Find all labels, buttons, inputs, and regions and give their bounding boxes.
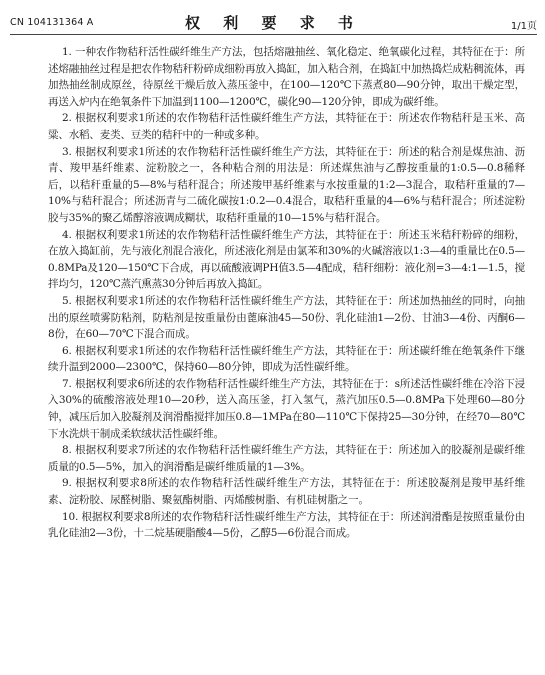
claim-9: 9. 根据权利要求8所述的农作物秸秆活性碳纤维生产方法，其特征在于：所述胶凝剂是羧甲基纤维素、淀粉胶、尿醛树脂、聚氨酯树脂、丙烯酸树脂、有机硅树脂之一。 [48, 477, 525, 507]
claim-1: 1. 一种农作物秸秆活性碳纤维生产方法，包括熔融抽丝、氧化稳定、绝氧碳化过程，其特征在于：所述熔融抽丝过程是把农作物秸秆粉碎成细粉再放入捣缸，加入粘合剂，在捣缸中加热捣烂成粘稠流体，再加热抽丝制成原丝，待原丝干燥后放入蒸压釜中，在100—120℃下蒸煮80—90分钟，取出干燥定型，再送入炉内在绝氧条件下加温到1100—1200℃，碳化90—120分钟，即成为碳纤维。 [48, 46, 525, 108]
claim-5: 5. 根据权利要求1所述的农作物秸秆活性碳纤维生产方法，其特征在于：所述加热抽丝的同时，向抽出的原丝喷雾防粘剂，防粘剂是按重量份由蓖麻油45—50份、乳化硅油1—2份、甘油3—4份、丙酮6—8份，在60—70℃下混合而成。 [48, 294, 525, 341]
page-header [10, 12, 537, 35]
page-indicator: 1/1页 [510, 21, 537, 32]
claim-8: 8. 根据权利要求7所述的农作物秸秆活性碳纤维生产方法，其特征在于：所述加入的胶凝剂是碳纤维质量的0.5—5%，加入的润滑酯是碳纤维质量的1—3%。 [48, 444, 525, 473]
document-title: 权 利 要 求 书 [185, 14, 362, 32]
claim-10: 10. 根据权利要求8所述的农作物秸秆活性碳纤维生产方法，其特征在于：所述润滑酯是按照重量份由乳化硅油2—3份，十二烷基硬脂酸4—5份，乙醇5—6份混合而成。 [48, 510, 525, 540]
publication-number: CN 104131364 A [10, 17, 94, 28]
claim-2: 2. 根据权利要求1所述的农作物秸秆活性碳纤维生产方法，其特征在于：所述农作物秸秆是玉米、高粱、水稻、麦类、豆类的秸秆中的一种或多种。 [48, 112, 525, 141]
claims-list [48, 44, 525, 542]
claim-3: 3. 根据权利要求1所述的农作物秸秆活性碳纤维生产方法，其特征在于：所述的粘合剂是煤焦油、沥青、羧甲基纤维素、淀粉胶之一，各种粘合剂的用法是：所述煤焦油与乙醇按重量的1:0.5—0.8稀释后，以秸秆重量的5—8%与秸秆混合；所述羧甲基纤维素与水按重量的1:2—3混合，取秸秆重量的7—10%与秸秆混合；所述沥青与二硫化碳按1:0.2—0.4混合，取秸秆重量的4—6%与秸秆混合；所述淀粉胶与35%的聚乙烯醇溶液调成糊状，取秸秆重量的10—15%与秸秆混合。 [48, 145, 525, 224]
claim-7: 7. 根据权利要求6所述的农作物秸秆活性碳纤维生产方法，其特征在于：s所述活性碳纤维在冷浴下浸入30%的硫酸溶液处理10—20秒，送入高压釜，打入氢气，蒸汽加压0.5—0.8MPa下处理60—80分钟，减压后加入胶凝剂及润滑酯搅拌加压0.8—1MPa在80—110℃下保持25—30分钟，在经70—80℃下水洗烘干制成柔软绒状活性碳纤维。 [48, 377, 525, 440]
claim-6: 6. 根据权利要求1所述的农作物秸秆活性碳纤维生产方法，其特征在于：所述碳纤维在绝氧条件下继续升温到2000—2300℃，保持60—80分钟，即成为活性碳纤维。 [48, 344, 525, 374]
claim-4: 4. 根据权利要求1所述的农作物秸秆活性碳纤维生产方法，其特征在于：所述玉米秸秆粉碎的细粉，在放入捣缸前，先与液化剂混合液化，所述液化剂是由氯苯和30%的火碱溶液以1:3—4的重量比在0.5—0.8MPa及120—150℃下合成，再以硫酸液调PH值3.5—4配成，秸秆细粉：液化剂=3—4:1—1.5，搅拌均匀，120℃蒸汽熏蒸30分钟后再放入捣缸。 [48, 228, 525, 291]
